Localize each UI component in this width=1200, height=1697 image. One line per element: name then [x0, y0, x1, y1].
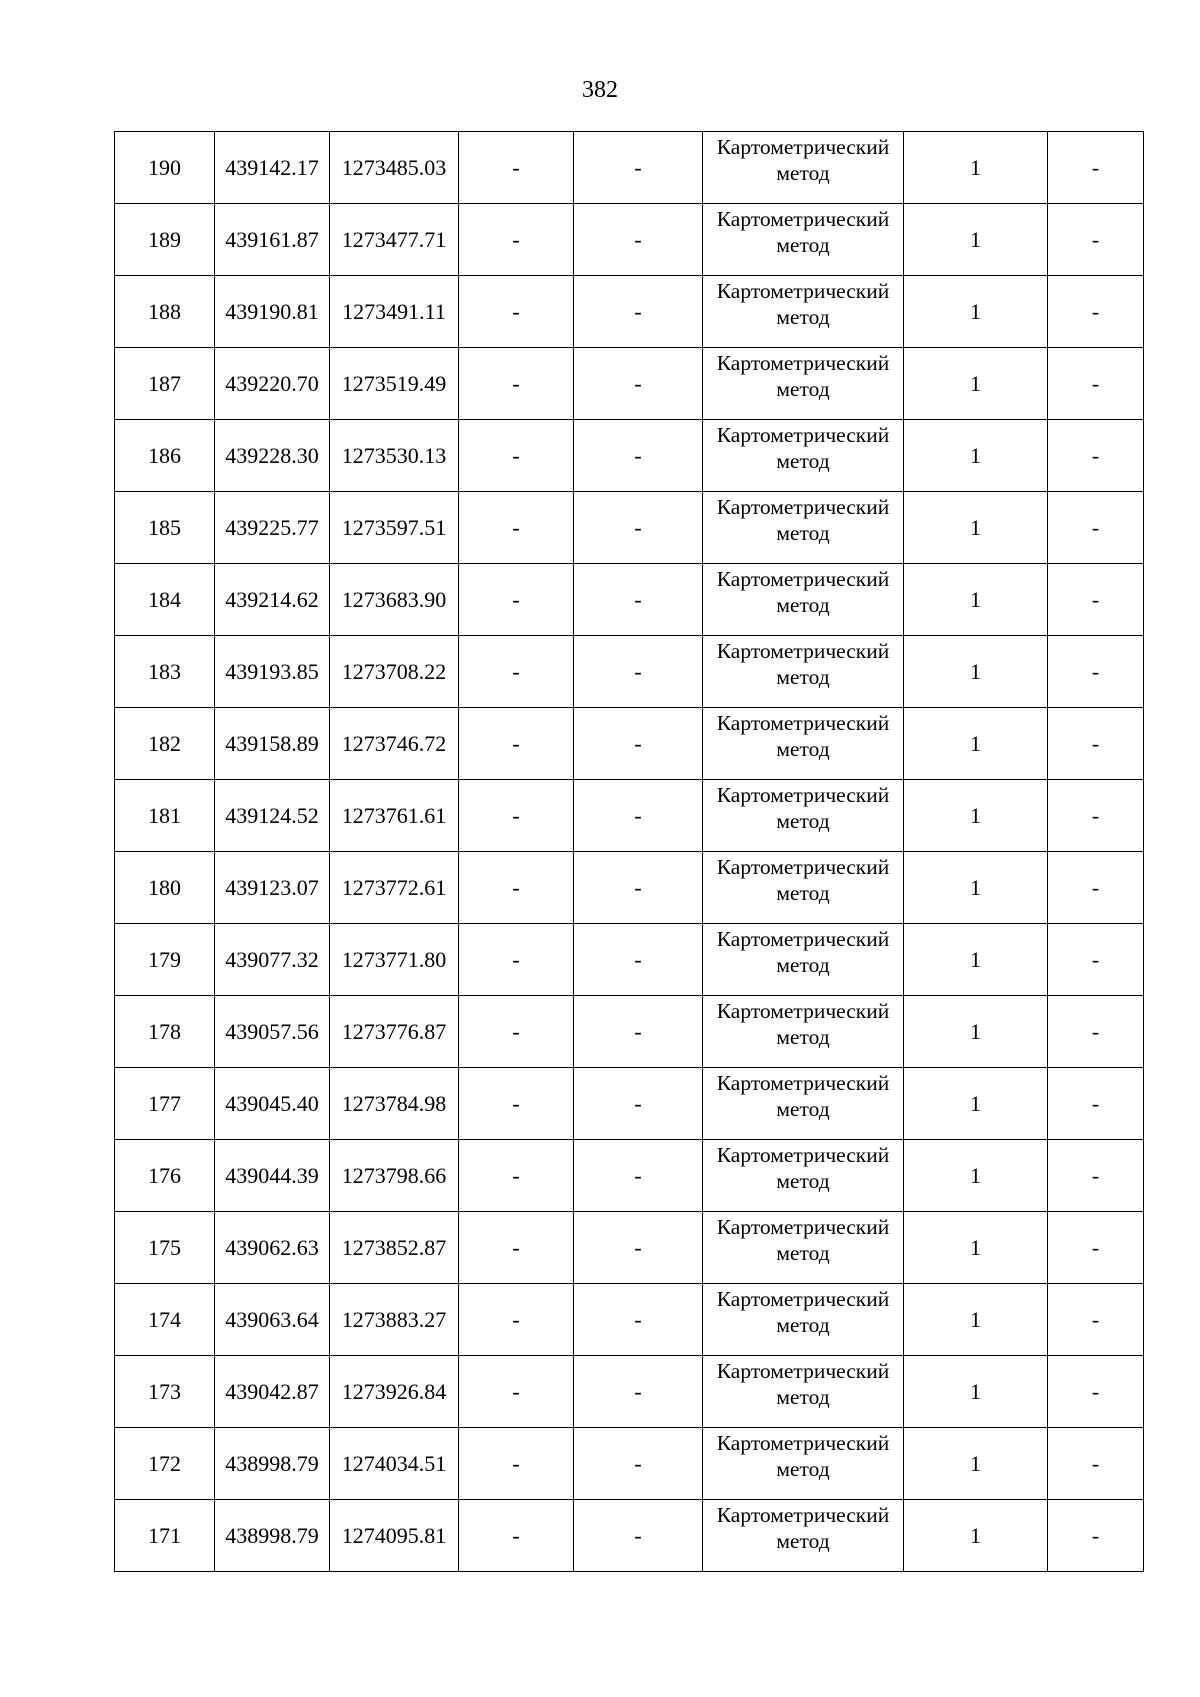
cell-col-5: - [574, 1068, 703, 1140]
cell-precision: 1 [904, 276, 1048, 348]
cell-point-number: 190 [115, 132, 215, 204]
method-line-2: метод [776, 1241, 830, 1265]
cell-point-number: 177 [115, 1068, 215, 1140]
table-row [115, 420, 1144, 492]
cell-col-8: - [1048, 1068, 1144, 1140]
cell-x-coordinate: 439214.62 [215, 564, 330, 636]
method-line-2: метод [776, 1385, 830, 1409]
cell-col-8: - [1048, 1428, 1144, 1500]
cell-x-coordinate: 438998.79 [215, 1428, 330, 1500]
cell-col-5: - [574, 924, 703, 996]
table-row [115, 132, 1144, 204]
method-line-2: метод [776, 809, 830, 833]
cell-precision: 1 [904, 132, 1048, 204]
cell-x-coordinate: 439077.32 [215, 924, 330, 996]
cell-y-coordinate: 1273776.87 [330, 996, 459, 1068]
cell-col-4: - [459, 564, 574, 636]
cell-point-number: 178 [115, 996, 215, 1068]
cell-x-coordinate: 439044.39 [215, 1140, 330, 1212]
table-row [115, 708, 1144, 780]
table-row [115, 1140, 1144, 1212]
table-row [115, 636, 1144, 708]
cell-point-number: 181 [115, 780, 215, 852]
cell-y-coordinate: 1273761.61 [330, 780, 459, 852]
cell-col-8: - [1048, 780, 1144, 852]
cell-col-4: - [459, 348, 574, 420]
cell-y-coordinate: 1273771.80 [330, 924, 459, 996]
cell-col-5: - [574, 132, 703, 204]
method-line-1: Картометрический [716, 279, 890, 303]
cell-point-number: 172 [115, 1428, 215, 1500]
cell-col-8: - [1048, 1284, 1144, 1356]
method-line-2: метод [776, 449, 830, 473]
table-row [115, 924, 1144, 996]
cell-col-5: - [574, 708, 703, 780]
cell-method [703, 636, 904, 708]
cell-col-4: - [459, 1068, 574, 1140]
cell-col-8: - [1048, 852, 1144, 924]
table-row [115, 1500, 1144, 1572]
method-line-2: метод [776, 161, 830, 185]
cell-col-8: - [1048, 276, 1144, 348]
cell-y-coordinate: 1273477.71 [330, 204, 459, 276]
cell-col-8: - [1048, 132, 1144, 204]
method-line-1: Картометрический [716, 1215, 890, 1239]
cell-col-5: - [574, 1284, 703, 1356]
cell-x-coordinate: 439063.64 [215, 1284, 330, 1356]
cell-precision: 1 [904, 1212, 1048, 1284]
cell-point-number: 176 [115, 1140, 215, 1212]
table-row [115, 204, 1144, 276]
cell-method [703, 1212, 904, 1284]
cell-col-5: - [574, 1140, 703, 1212]
cell-x-coordinate: 439190.81 [215, 276, 330, 348]
method-line-2: метод [776, 953, 830, 977]
cell-y-coordinate: 1273708.22 [330, 636, 459, 708]
method-line-1: Картометрический [716, 1503, 890, 1527]
cell-x-coordinate: 439045.40 [215, 1068, 330, 1140]
page-number: 382 [582, 77, 618, 103]
cell-y-coordinate: 1273798.66 [330, 1140, 459, 1212]
method-line-1: Картометрический [716, 711, 890, 735]
table-row [115, 996, 1144, 1068]
cell-point-number: 183 [115, 636, 215, 708]
table-row [115, 564, 1144, 636]
method-line-2: метод [776, 1529, 830, 1553]
cell-col-8: - [1048, 636, 1144, 708]
cell-col-4: - [459, 636, 574, 708]
cell-col-8: - [1048, 204, 1144, 276]
table-row [115, 1212, 1144, 1284]
cell-col-8: - [1048, 492, 1144, 564]
cell-col-4: - [459, 1428, 574, 1500]
cell-col-5: - [574, 276, 703, 348]
cell-precision: 1 [904, 348, 1048, 420]
table-row [115, 1284, 1144, 1356]
cell-y-coordinate: 1273852.87 [330, 1212, 459, 1284]
cell-x-coordinate: 439124.52 [215, 780, 330, 852]
cell-point-number: 188 [115, 276, 215, 348]
method-line-2: метод [776, 1025, 830, 1049]
method-line-1: Картометрический [716, 351, 890, 375]
method-line-2: метод [776, 665, 830, 689]
cell-precision: 1 [904, 1500, 1048, 1572]
method-line-2: метод [776, 1097, 830, 1121]
cell-col-8: - [1048, 996, 1144, 1068]
cell-col-8: - [1048, 420, 1144, 492]
cell-col-4: - [459, 780, 574, 852]
method-line-1: Картометрический [716, 207, 890, 231]
table-row [115, 492, 1144, 564]
cell-point-number: 174 [115, 1284, 215, 1356]
cell-method [703, 996, 904, 1068]
cell-col-5: - [574, 1428, 703, 1500]
cell-col-5: - [574, 996, 703, 1068]
cell-col-8: - [1048, 1140, 1144, 1212]
method-line-1: Картометрический [716, 783, 890, 807]
cell-col-5: - [574, 1500, 703, 1572]
table-row [115, 1428, 1144, 1500]
method-line-1: Картометрический [716, 1071, 890, 1095]
method-line-1: Картометрический [716, 999, 890, 1023]
cell-method [703, 1068, 904, 1140]
cell-method [703, 1428, 904, 1500]
cell-col-4: - [459, 204, 574, 276]
cell-x-coordinate: 439142.17 [215, 132, 330, 204]
cell-point-number: 182 [115, 708, 215, 780]
cell-col-5: - [574, 420, 703, 492]
cell-method [703, 492, 904, 564]
cell-col-5: - [574, 780, 703, 852]
method-line-2: метод [776, 593, 830, 617]
cell-col-4: - [459, 996, 574, 1068]
cell-point-number: 175 [115, 1212, 215, 1284]
cell-method [703, 1140, 904, 1212]
cell-precision: 1 [904, 924, 1048, 996]
method-line-2: метод [776, 233, 830, 257]
cell-precision: 1 [904, 852, 1048, 924]
cell-col-4: - [459, 1212, 574, 1284]
cell-col-5: - [574, 852, 703, 924]
cell-y-coordinate: 1273683.90 [330, 564, 459, 636]
cell-col-4: - [459, 708, 574, 780]
cell-col-4: - [459, 852, 574, 924]
cell-precision: 1 [904, 996, 1048, 1068]
cell-y-coordinate: 1273491.11 [330, 276, 459, 348]
cell-method [703, 420, 904, 492]
cell-col-5: - [574, 348, 703, 420]
cell-y-coordinate: 1273485.03 [330, 132, 459, 204]
cell-y-coordinate: 1274095.81 [330, 1500, 459, 1572]
cell-x-coordinate: 439225.77 [215, 492, 330, 564]
cell-col-8: - [1048, 1500, 1144, 1572]
method-line-1: Картометрический [716, 855, 890, 879]
cell-precision: 1 [904, 1068, 1048, 1140]
cell-y-coordinate: 1273772.61 [330, 852, 459, 924]
method-line-2: метод [776, 521, 830, 545]
cell-col-5: - [574, 204, 703, 276]
cell-method [703, 780, 904, 852]
coordinates-table [114, 131, 1144, 1572]
cell-method [703, 564, 904, 636]
cell-point-number: 186 [115, 420, 215, 492]
cell-y-coordinate: 1273597.51 [330, 492, 459, 564]
table-row [115, 348, 1144, 420]
table-row [115, 1356, 1144, 1428]
cell-col-4: - [459, 1140, 574, 1212]
cell-method [703, 132, 904, 204]
cell-col-4: - [459, 1500, 574, 1572]
method-line-2: метод [776, 881, 830, 905]
cell-point-number: 184 [115, 564, 215, 636]
cell-method [703, 348, 904, 420]
cell-point-number: 171 [115, 1500, 215, 1572]
cell-col-8: - [1048, 1212, 1144, 1284]
method-line-1: Картометрический [716, 567, 890, 591]
cell-precision: 1 [904, 564, 1048, 636]
cell-method [703, 276, 904, 348]
cell-y-coordinate: 1273746.72 [330, 708, 459, 780]
method-line-2: метод [776, 377, 830, 401]
cell-precision: 1 [904, 636, 1048, 708]
cell-method [703, 852, 904, 924]
cell-x-coordinate: 439042.87 [215, 1356, 330, 1428]
method-line-2: метод [776, 1457, 830, 1481]
method-line-1: Картометрический [716, 1431, 890, 1455]
cell-col-5: - [574, 492, 703, 564]
cell-col-8: - [1048, 924, 1144, 996]
cell-method [703, 1284, 904, 1356]
cell-y-coordinate: 1273926.84 [330, 1356, 459, 1428]
cell-method [703, 708, 904, 780]
cell-x-coordinate: 439161.87 [215, 204, 330, 276]
cell-method [703, 204, 904, 276]
cell-col-4: - [459, 420, 574, 492]
cell-point-number: 179 [115, 924, 215, 996]
cell-x-coordinate: 439057.56 [215, 996, 330, 1068]
cell-precision: 1 [904, 492, 1048, 564]
cell-col-4: - [459, 1356, 574, 1428]
cell-method [703, 1500, 904, 1572]
method-line-2: метод [776, 1313, 830, 1337]
cell-method [703, 924, 904, 996]
cell-point-number: 187 [115, 348, 215, 420]
method-line-2: метод [776, 305, 830, 329]
cell-precision: 1 [904, 708, 1048, 780]
cell-col-5: - [574, 564, 703, 636]
method-line-1: Картометрический [716, 1287, 890, 1311]
cell-precision: 1 [904, 420, 1048, 492]
cell-x-coordinate: 439228.30 [215, 420, 330, 492]
cell-x-coordinate: 438998.79 [215, 1500, 330, 1572]
cell-precision: 1 [904, 1428, 1048, 1500]
cell-col-4: - [459, 492, 574, 564]
method-line-1: Картометрический [716, 639, 890, 663]
cell-col-8: - [1048, 708, 1144, 780]
cell-col-8: - [1048, 1356, 1144, 1428]
cell-x-coordinate: 439220.70 [215, 348, 330, 420]
table-row [115, 276, 1144, 348]
cell-col-4: - [459, 276, 574, 348]
cell-precision: 1 [904, 1356, 1048, 1428]
cell-point-number: 173 [115, 1356, 215, 1428]
cell-col-5: - [574, 636, 703, 708]
cell-col-8: - [1048, 348, 1144, 420]
table-row [115, 1068, 1144, 1140]
table-row [115, 852, 1144, 924]
cell-point-number: 185 [115, 492, 215, 564]
cell-col-5: - [574, 1356, 703, 1428]
cell-y-coordinate: 1273883.27 [330, 1284, 459, 1356]
method-line-2: метод [776, 1169, 830, 1193]
cell-col-4: - [459, 1284, 574, 1356]
cell-col-4: - [459, 924, 574, 996]
cell-method [703, 1356, 904, 1428]
cell-col-8: - [1048, 564, 1144, 636]
cell-precision: 1 [904, 1140, 1048, 1212]
method-line-1: Картометрический [716, 1359, 890, 1383]
cell-point-number: 189 [115, 204, 215, 276]
method-line-1: Картометрический [716, 423, 890, 447]
method-line-2: метод [776, 737, 830, 761]
method-line-1: Картометрический [716, 927, 890, 951]
cell-x-coordinate: 439123.07 [215, 852, 330, 924]
cell-precision: 1 [904, 1284, 1048, 1356]
cell-precision: 1 [904, 204, 1048, 276]
cell-point-number: 180 [115, 852, 215, 924]
cell-x-coordinate: 439158.89 [215, 708, 330, 780]
cell-y-coordinate: 1273530.13 [330, 420, 459, 492]
cell-y-coordinate: 1274034.51 [330, 1428, 459, 1500]
cell-precision: 1 [904, 780, 1048, 852]
cell-x-coordinate: 439193.85 [215, 636, 330, 708]
cell-col-5: - [574, 1212, 703, 1284]
table-body [115, 132, 1144, 1572]
cell-x-coordinate: 439062.63 [215, 1212, 330, 1284]
table-row [115, 780, 1144, 852]
method-line-1: Картометрический [716, 135, 890, 159]
cell-col-4: - [459, 132, 574, 204]
method-line-1: Картометрический [716, 495, 890, 519]
method-line-1: Картометрический [716, 1143, 890, 1167]
cell-y-coordinate: 1273519.49 [330, 348, 459, 420]
cell-y-coordinate: 1273784.98 [330, 1068, 459, 1140]
